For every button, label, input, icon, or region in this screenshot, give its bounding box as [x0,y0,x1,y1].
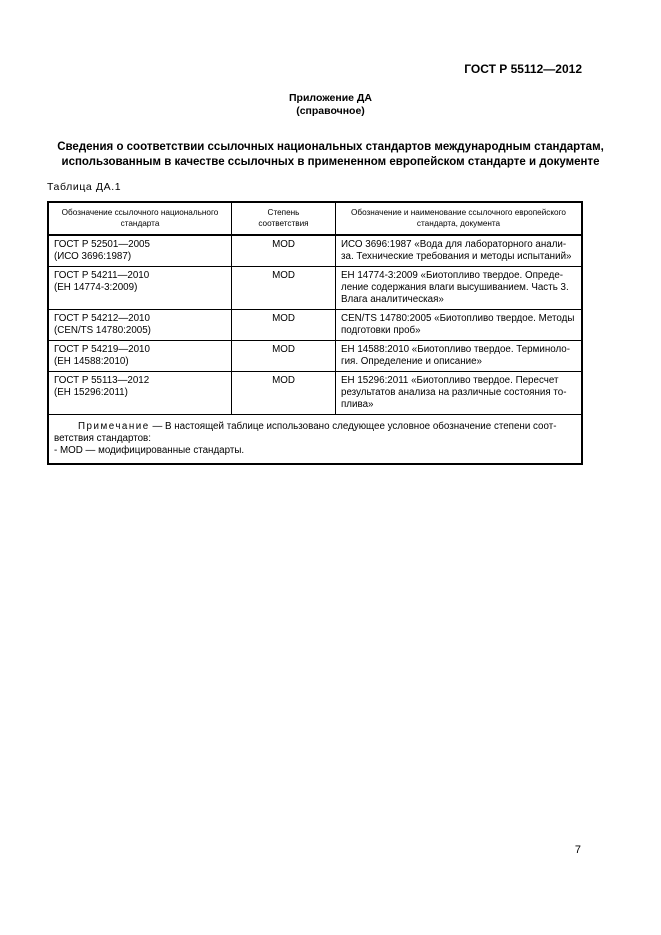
national-standard-source: (ЕН 15296:2011) [54,387,128,398]
note-text-2: ветствия стандартов: [54,433,151,444]
national-standard-cell [48,341,232,372]
header-col2-line1: Степень [267,208,300,217]
table-row [48,235,582,267]
national-standard-source: (ИСО 3696:1987) [54,251,132,262]
national-standard-code: ГОСТ Р 52501—2005 [54,239,150,250]
european-standard-line: Влага аналитическая» [341,294,444,305]
header-col1-line1: Обозначение ссылочного национального [61,208,219,217]
european-standard-cell [336,310,583,341]
degree-cell: MOD [232,310,336,341]
table-note-row [48,415,582,465]
header-col1-line2: стандарта [120,218,160,228]
degree-cell: MOD [232,372,336,415]
national-standard-cell [48,235,232,267]
header-degree [232,202,336,235]
national-standard-cell [48,372,232,415]
national-standard-cell [48,310,232,341]
table-note [48,415,582,465]
european-standard-line: плива» [341,399,374,410]
european-standard-line: за. Технические требования и методы испытаний» [341,251,572,262]
header-national-standard [48,202,232,235]
table-header-row [48,202,582,235]
european-standard-line: результатов анализа на различные состояния то- [341,387,567,398]
european-standard-line: ЕН 15296:2011 «Биотопливо твердое. Пересчет [341,375,559,386]
national-standard-code: ГОСТ Р 54212—2010 [54,313,150,324]
european-standard-cell [336,267,583,310]
national-standard-source: (ЕН 14588:2010) [54,356,129,367]
page-number: 7 [574,844,581,856]
annex-title-block [0,92,661,118]
national-standard-code: ГОСТ Р 55113—2012 [54,375,150,386]
degree-cell: MOD [232,235,336,267]
header-european-standard [336,202,583,235]
correspondence-table [47,201,583,465]
european-standard-line: ЕН 14588:2010 «Биотопливо твердое. Терминоло- [341,344,571,355]
european-standard-cell [336,341,583,372]
table-caption: Таблица ДА.1 [47,181,122,193]
table-row [48,372,582,415]
section-heading [40,140,621,170]
european-standard-line: CEN/TS 14780:2005 «Биотопливо твердое. Методы [341,313,575,324]
table-row [48,310,582,341]
national-standard-source: (CEN/TS 14780:2005) [54,325,151,336]
heading-line-1: Сведения о соответствии ссылочных национальных стандартов международным стандартам, [57,141,604,153]
header-col3-line1: Обозначение и наименование ссылочного европейского [351,208,566,217]
european-standard-line: гия. Определение и описание» [341,356,483,367]
european-standard-line: ИСО 3696:1987 «Вода для лабораторного анали- [341,239,567,250]
european-standard-line: подготовки проб» [341,325,421,336]
degree-cell: MOD [232,341,336,372]
header-col3-line2: стандарта, документа [416,218,501,228]
national-standard-source: (ЕН 14774-3:2009) [54,282,138,293]
european-standard-line: ление содержания влаги высушиванием. Часть 3. [341,282,569,293]
european-standard-cell [336,235,583,267]
annex-title: Приложение ДА [289,92,372,104]
header-col2-line2: соответствия [258,218,309,228]
european-standard-line: ЕН 14774-3:2009 «Биотопливо твердое. Опреде- [341,270,564,281]
national-standard-code: ГОСТ Р 54219—2010 [54,344,150,355]
national-standard-cell [48,267,232,310]
document-code: ГОСТ Р 55112—2012 [464,62,582,76]
national-standard-code: ГОСТ Р 54211—2010 [54,270,150,281]
note-lead: Примечание [78,421,150,432]
annex-subtitle: (справочное) [296,105,365,117]
note-text-1: — В настоящей таблице использовано следующее условное обозначение степени соот- [149,421,557,432]
degree-cell: MOD [232,267,336,310]
note-text-3: - MOD — модифицированные стандарты. [54,445,245,456]
table-row [48,341,582,372]
european-standard-cell [336,372,583,415]
table-row [48,267,582,310]
heading-line-2: использованным в качестве ссылочных в примененном европейском стандарте и документе [61,156,600,168]
